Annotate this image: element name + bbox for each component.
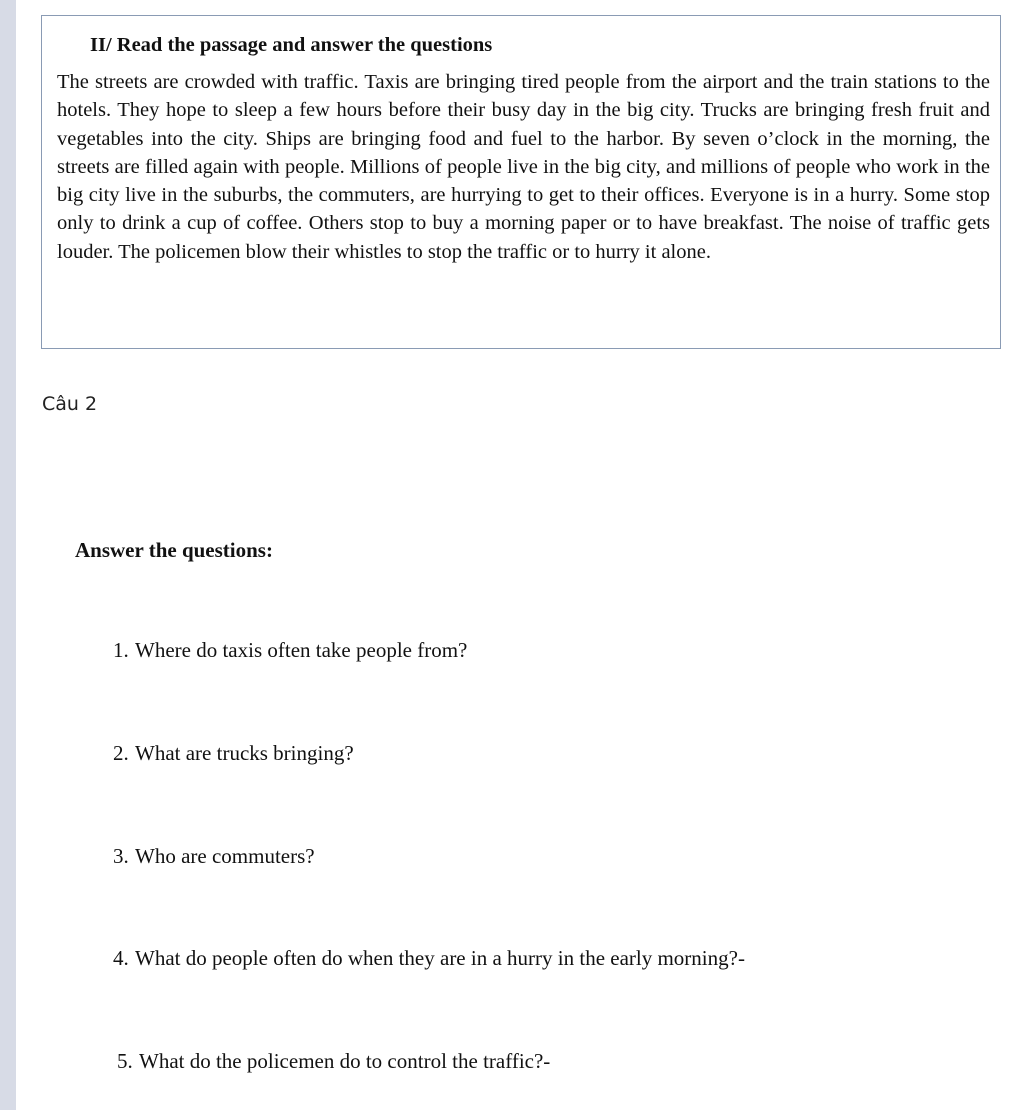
question-text: Where do taxis often take people from? [135,638,468,662]
question-number: 3. [113,844,129,868]
answer-heading: Answer the questions: [75,538,273,562]
question-number: 2. [113,741,129,765]
question-item [117,1049,550,1074]
passage-text: The streets are crowded with traffic. Taxis are bringing tired people from the airport and the train stations to the hotels. They hope to sleep a few hours before their busy day in the big city. Trucks are bringing fresh fruit and vegetables into the city. Ships are bringing food and fuel to the harbor. By seven o’clock in the morning, the streets are filled again with people. Millions of people live in the big city, and millions of people who work in the big city live in the suburbs, the commuters, are hurrying to get to their offices. Everyone is in a hurry. Some stop only to drink a cup of coffee. Others stop to buy a morning paper or to have breakfast. The noise of traffic gets louder. The policemen blow their whistles to stop the traffic or to hurry it alone. [57,71,990,263]
passage-box [41,15,1001,349]
question-text: Who are commuters? [135,844,315,868]
question-item [113,638,467,663]
question-text: What do the policemen do to control the traffic?- [139,1049,551,1073]
question-text: What do people often do when they are in a hurry in the early morning?- [135,946,745,970]
question-text: What are trucks bringing? [135,741,354,765]
question-label: Câu 2 [42,393,98,415]
passage-heading: II/ Read the passage and answer the questions [90,34,493,56]
question-item [113,946,745,971]
question-item [113,844,315,869]
question-number: 4. [113,946,129,970]
question-number: 1. [113,638,129,662]
question-item [113,741,354,766]
question-number: 5. [117,1049,133,1073]
left-scroll-rail [0,0,16,1110]
